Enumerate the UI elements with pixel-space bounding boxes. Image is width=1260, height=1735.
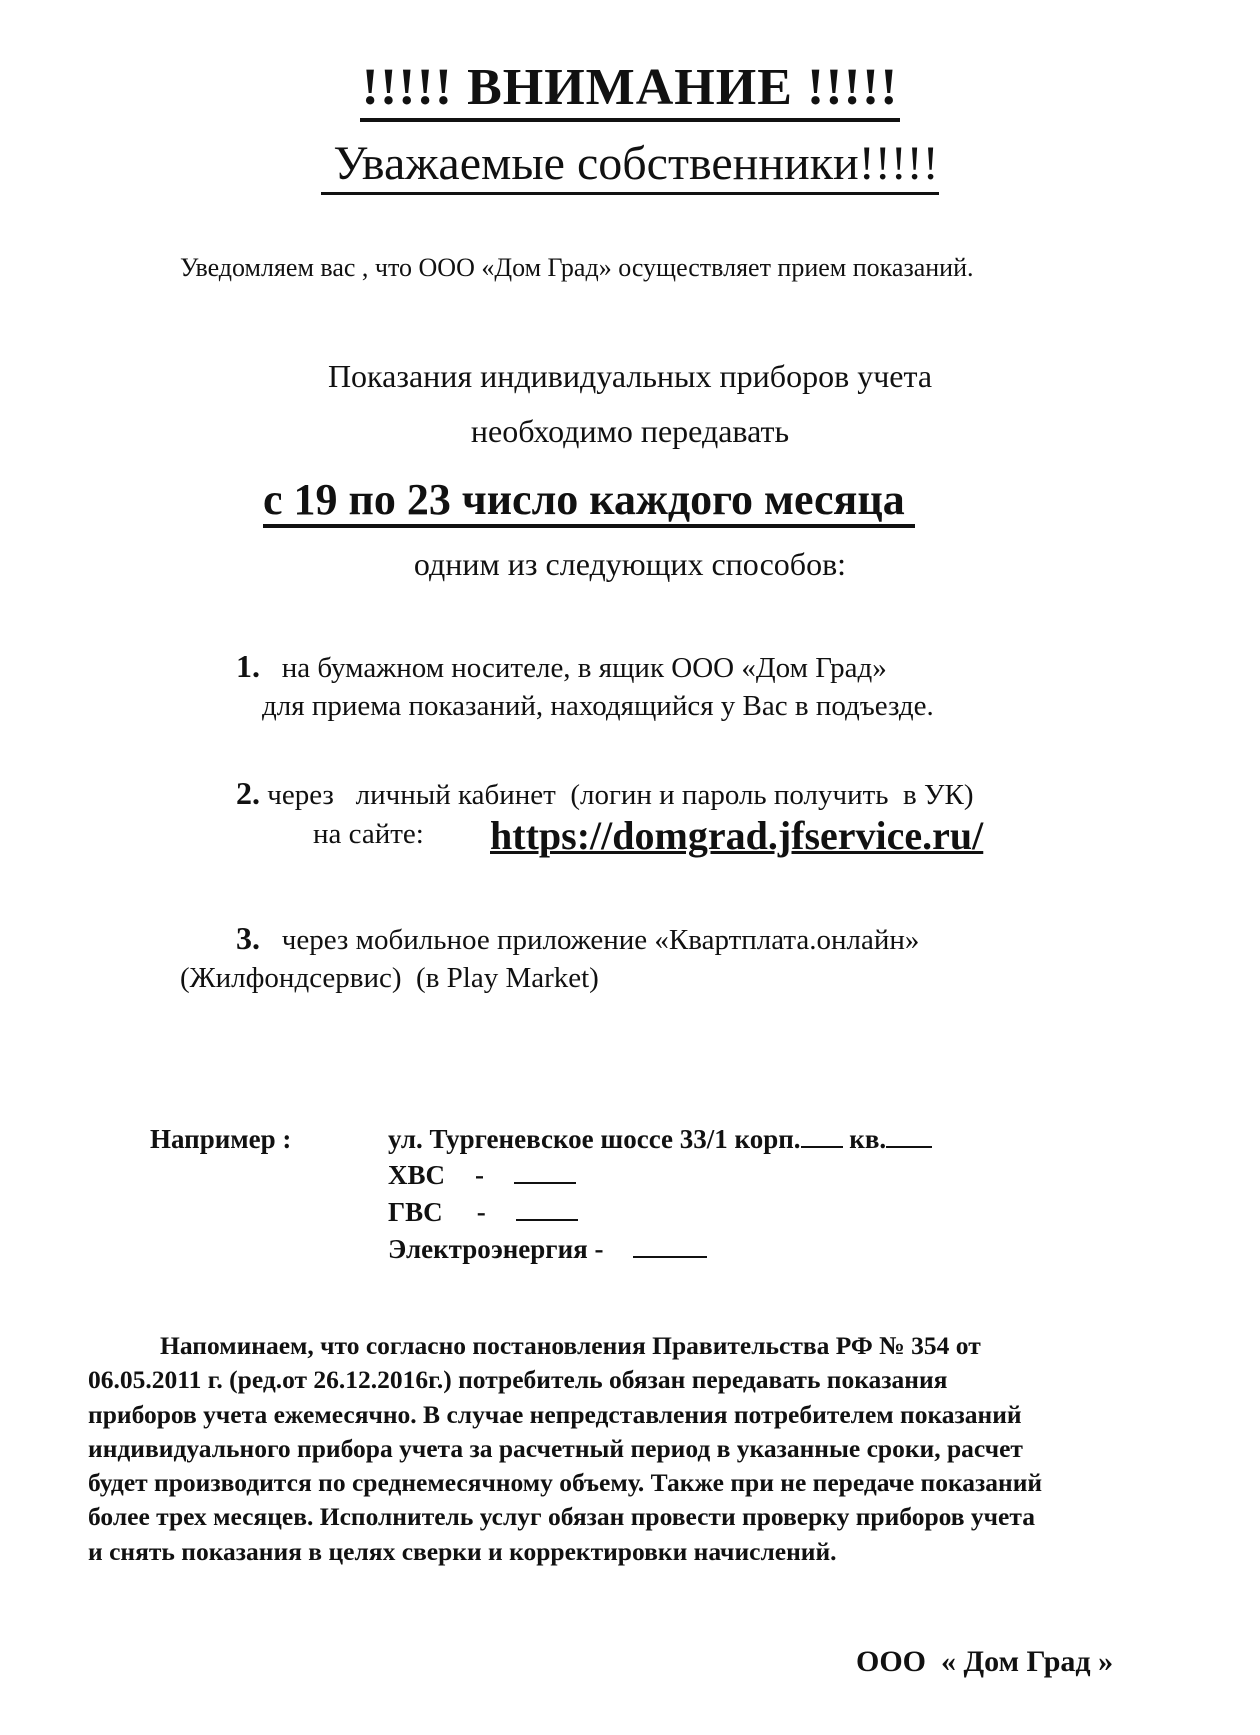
- legal-line: более трех месяцев. Исполнитель услуг обязан провести проверку приборов учета: [88, 1502, 1035, 1532]
- gvs-blank: [516, 1199, 578, 1221]
- method-1-number: 1.: [236, 648, 260, 684]
- legal-line: Напоминаем, что согласно постановления Правительства РФ № 354 от: [160, 1331, 981, 1360]
- deadline-text: [263, 474, 915, 525]
- legal-line: будет производится по среднемесячному объему. Также при не передаче показаний: [88, 1468, 1043, 1498]
- example-gvs-label: ГВС: [388, 1197, 443, 1227]
- method-3-line-1: через мобильное приложение «Квартплата.онлайн»: [281, 924, 920, 956]
- deadline-text-underlined: с 19 по 23 число каждого месяца: [263, 475, 915, 528]
- signature: ООО « Дом Град »: [856, 1645, 1114, 1678]
- example-hvs-label: ХВС: [388, 1160, 446, 1190]
- method-3: [236, 920, 919, 957]
- electricity-blank: [633, 1236, 707, 1258]
- building-blank: [801, 1126, 843, 1148]
- method-1-line-2: для приема показаний, находящийся у Вас в подъезде.: [262, 690, 934, 722]
- legal-line: 06.05.2011 г. (ред.от 26.12.2016г.) потребитель обязан передавать показания: [88, 1365, 948, 1395]
- method-1: [236, 648, 887, 685]
- legal-reminder: [88, 1329, 1228, 1569]
- attention-heading-text: !!!!! ВНИМАНИЕ !!!!!: [360, 59, 901, 122]
- example-apt-label: кв.: [849, 1124, 887, 1154]
- example-gvs: [388, 1197, 578, 1228]
- example-hvs: [388, 1160, 576, 1191]
- method-3-number: 3.: [236, 920, 260, 956]
- example-gvs-dash: -: [476, 1197, 486, 1227]
- legal-line: приборов учета ежемесячно. В случае непредставления потребителем показаний: [88, 1399, 1022, 1429]
- greeting-heading: [0, 136, 1260, 191]
- legal-line: индивидуального прибора учета за расчетный период в указанные сроки, расчет: [88, 1433, 1023, 1463]
- method-3-line-2: (Жилфондсервис) (в Play Market): [180, 962, 599, 994]
- intro-line-1: Показания индивидуальных приборов учета: [327, 358, 933, 394]
- notice-text: Уведомляем вас , что ООО «Дом Град» осуществляет прием показаний.: [180, 253, 974, 282]
- apartment-blank: [886, 1126, 932, 1148]
- method-2-line-1: через личный кабинет (логин и пароль получить в УК): [267, 779, 974, 811]
- greeting-heading-text: Уважаемые собственники!!!!!: [321, 137, 938, 195]
- method-2: [236, 775, 973, 812]
- method-1-line-1: на бумажном носителе, в ящик ООО «Дом Град»: [281, 652, 887, 684]
- example-electricity: [388, 1234, 707, 1265]
- method-2-number: 2.: [236, 775, 260, 811]
- example-hvs-dash: -: [475, 1160, 485, 1190]
- website-link[interactable]: https://domgrad.jfservice.ru/: [490, 813, 984, 858]
- example-address-text: ул. Тургеневское шоссе 33/1 корп.: [388, 1124, 801, 1154]
- example-address: [388, 1124, 932, 1155]
- example-electricity-label: Электроэнергия -: [388, 1234, 604, 1264]
- method-2-site-label: на сайте:: [313, 818, 424, 850]
- attention-heading: [0, 58, 1260, 117]
- legal-line: и снять показания в целях сверки и корректировки начислений.: [88, 1536, 837, 1566]
- example-label: Например :: [150, 1124, 292, 1154]
- hvs-blank: [514, 1162, 576, 1184]
- intro-line-2: необходимо передавать: [470, 413, 790, 449]
- intro-line-3: одним из следующих способов:: [413, 546, 847, 582]
